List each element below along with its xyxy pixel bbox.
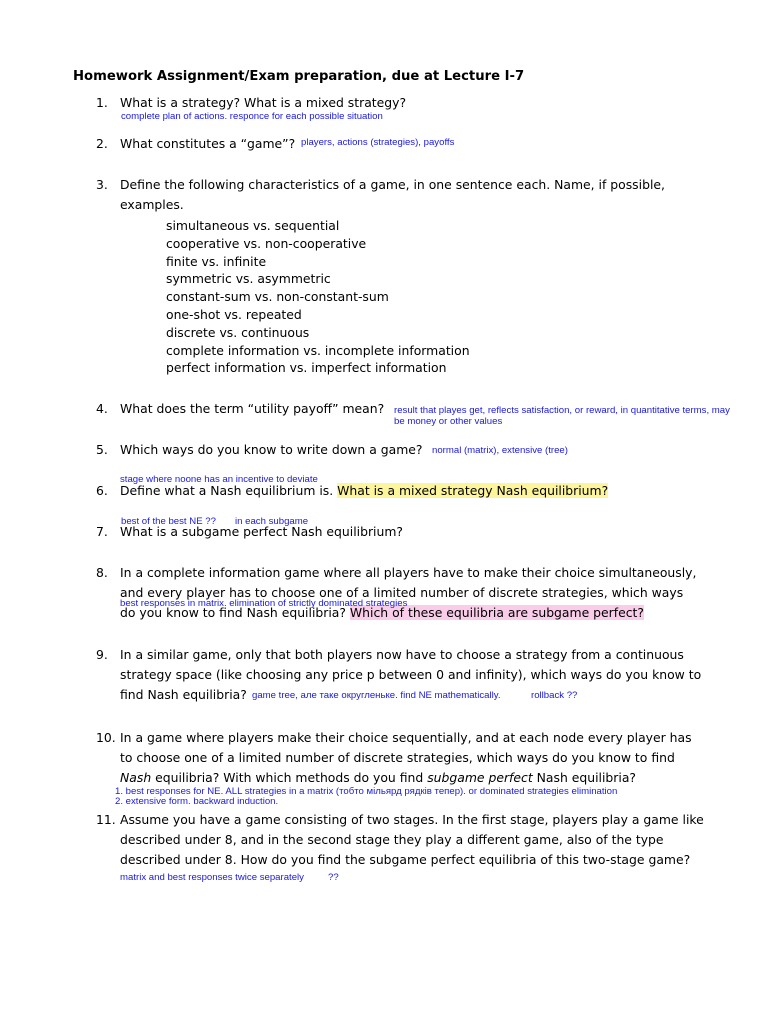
annotation-q6: stage where noone has an incentive to deviate (120, 474, 318, 485)
question-number: 7. (96, 524, 108, 539)
question-number: 4. (96, 401, 108, 416)
list-item: cooperative vs. non-cooperative (166, 235, 367, 251)
question-text: What is a strategy? What is a mixed strategy? (120, 95, 407, 110)
question-number: 10. (96, 730, 116, 745)
question-line: In a game where players make their choice sequentially, and at each node every player has (120, 730, 692, 745)
characteristics-list (166, 217, 470, 377)
list-item: discrete vs. continuous (166, 324, 310, 340)
emphasis-text: Nash (120, 770, 152, 785)
annotation-q9-a: game tree, але таке округленьке. find NE mathematically. (252, 690, 501, 701)
document-title: Homework Assignment/Exam preparation, due at Lecture I-7 (73, 69, 525, 84)
annotation-q10-1: 1. best responses for NE. ALL strategies in a matrix (тобто мільярд рядків тепер). or dominated strategies elimination (115, 786, 618, 797)
annotation-q11-a: matrix and best responses twice separately (120, 872, 304, 883)
question-number: 9. (96, 647, 108, 662)
question-5 (96, 440, 726, 460)
list-item: one-shot vs. repeated (166, 306, 302, 322)
question-11 (96, 810, 746, 870)
question-line: described under 8. How do you find the subgame perfect equilibria of this two-stage game? (120, 852, 691, 867)
annotation-q4-line2: be money or other values (394, 416, 503, 427)
question-number: 2. (96, 136, 108, 151)
highlighted-question: Which of these equilibria are subgame perfect? (349, 605, 644, 620)
question-text: Which ways do you know to write down a game? (120, 442, 423, 457)
annotation-q7-b: in each subgame (235, 516, 309, 527)
question-line: Assume you have a game consisting of two stages. In the first stage, players play a game like (120, 812, 704, 827)
list-item: symmetric vs. asymmetric (166, 271, 331, 287)
list-item: complete information vs. incomplete information (166, 342, 470, 358)
annotation-q7-a: best of the best NE ?? (121, 516, 216, 527)
question-line: Nash equilibria? (532, 770, 637, 785)
question-text: Define the following characteristics of a game, in one sentence each. Name, if possible, examples. (120, 177, 665, 212)
question-line: equilibria? With which methods do you find (151, 770, 428, 785)
question-3 (96, 175, 696, 215)
question-8 (96, 563, 746, 623)
question-line: In a complete information game where all players have to make their choice simultaneously, (120, 565, 697, 580)
question-line: do you know to find Nash equilibria? (120, 605, 346, 620)
question-10 (96, 728, 746, 788)
annotation-q4-line1: result that playes get, reflects satisfaction, or reward, in quantitative terms, may (394, 405, 730, 416)
annotation-q11-b: ?? (328, 872, 339, 883)
question-line: described under 8, and in the second stage they play a different game, also of the type (120, 832, 664, 847)
highlighted-question: What is a mixed strategy Nash equilibrium? (337, 483, 609, 498)
annotation-q5: normal (matrix), extensive (tree) (432, 445, 568, 456)
question-text: Define what a Nash equilibrium is. (120, 483, 334, 498)
annotation-q8: best responses in matrix. elimination of strictly dominated strategies (120, 598, 408, 609)
question-7 (96, 522, 726, 542)
question-number: 3. (96, 177, 108, 192)
question-6 (96, 481, 726, 501)
question-number: 1. (96, 95, 108, 110)
question-line: strategy space (like choosing any price p between 0 and infinity), which ways do you know to (120, 667, 702, 682)
question-line: find Nash equilibria? (120, 687, 247, 702)
list-item: constant-sum vs. non-constant-sum (166, 289, 389, 305)
annotation-q10-2: 2. extensive form. backward induction. (115, 796, 279, 807)
annotation-q2: players, actions (strategies), payoffs (301, 137, 455, 148)
question-1 (96, 93, 726, 113)
question-number: 6. (96, 483, 108, 498)
question-number: 11. (96, 812, 116, 827)
question-line: In a similar game, only that both players now have to choose a strategy from a continuous (120, 647, 684, 662)
question-text: What is a subgame perfect Nash equilibrium? (120, 524, 403, 539)
question-line: and every player has to choose one of a limited number of discrete strategies, which ways (120, 585, 684, 600)
question-text: What does the term “utility payoff” mean? (120, 401, 385, 416)
annotation-q1: complete plan of actions. responce for each possible situation (121, 111, 383, 122)
question-text: What constitutes a “game”? (120, 136, 296, 151)
list-item: perfect information vs. imperfect information (166, 360, 447, 376)
question-line: to choose one of a limited number of discrete strategies, which ways do you know to find (120, 750, 675, 765)
list-item: finite vs. infinite (166, 253, 267, 269)
question-number: 5. (96, 442, 108, 457)
question-number: 8. (96, 565, 108, 580)
list-item: simultaneous vs. sequential (166, 218, 340, 233)
emphasis-text: subgame perfect (427, 770, 533, 785)
annotation-q9-b: rollback ?? (531, 690, 578, 701)
